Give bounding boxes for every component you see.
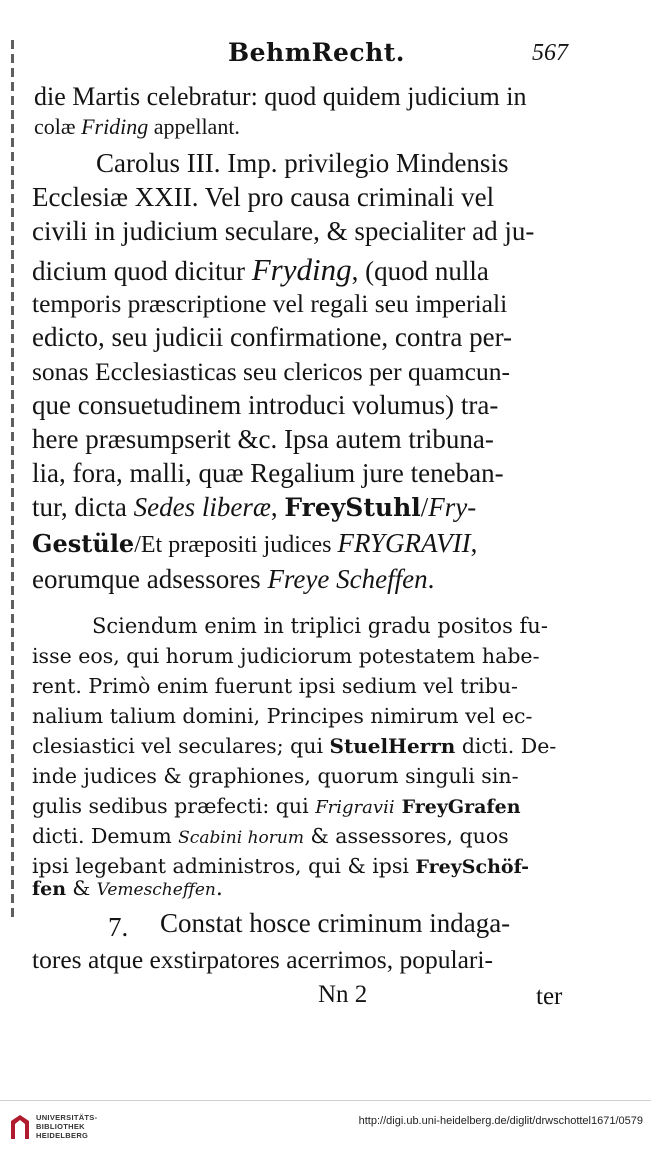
running-head [0, 38, 651, 78]
text-line: dicium quod dicitur Fryding, (quod nulla [32, 252, 489, 287]
signature-mark: Nn 2 [318, 981, 368, 1008]
text-line: clesiastici vel seculares; qui StuelHerrn dicti. De- [32, 734, 557, 758]
text-line: Gestüle/Et præpositi judices FRYGRAVII, [32, 528, 478, 558]
text-line: que consuetudinem introduci volumus) tra- [32, 390, 499, 420]
library-name: UNIVERSITÄTS- BIBLIOTHEK HEIDELBERG [36, 1113, 98, 1140]
text-line: tur, dicta Sedes liberæ, FreyStuhl/Fry- [32, 492, 477, 522]
text-line: Constat hosce criminum indaga- [160, 908, 511, 938]
text-line: nalium talium domini, Principes nimirum vel ec- [32, 704, 533, 728]
library-logo-icon [9, 1113, 31, 1141]
text-line: Carolus III. Imp. privilegio Mindensis [96, 148, 509, 178]
text-line: temporis præscriptione vel regali seu imperiali [32, 289, 508, 318]
text-line: lia, fora, malli, quæ Regalium jure teneban- [32, 458, 504, 488]
permalink-url[interactable]: http://digi.ub.uni-heidelberg.de/diglit/drwschottel1671/0579 [358, 1115, 643, 1127]
text-line: colæ Friding appellant. [34, 114, 240, 139]
gutter-shadow [11, 40, 14, 920]
text-line: here præsumpserit &c. Ipsa autem tribuna- [32, 424, 494, 454]
viewer-footer [0, 1100, 651, 1151]
running-head-title: BehmRecht. [228, 38, 405, 67]
text-line: civili in judicium seculare, & specialiter ad ju- [32, 216, 535, 246]
text-line: eorumque adsessores Freye Scheffen. [32, 564, 435, 594]
text-line: inde judices & graphiones, quorum singuli sin- [32, 764, 519, 788]
text-line: Ecclesiæ XXII. Vel pro causa criminali vel [32, 182, 495, 212]
text-line: fen & Vemescheffen. [32, 876, 223, 901]
text-line: isse eos, qui horum judiciorum potestatem habe- [32, 644, 540, 668]
text-line: Sciendum enim in triplici gradu positos fu- [92, 614, 548, 638]
page-number: 567 [532, 40, 568, 66]
text-line: tores atque exstirpatores acerrimos, populari- [32, 945, 493, 974]
text-line: ipsi legebant administros, qui & ipsi FreySchöf- [32, 854, 529, 878]
text-line: rent. Primò enim fuerunt ipsi sedium vel tribu- [32, 674, 518, 698]
catchword: ter [536, 983, 563, 1010]
text-line: gulis sedibus præfecti: qui Frigravii FreyGrafen [32, 794, 521, 818]
text-line: sonas Ecclesiasticas seu clericos per quamcun- [32, 357, 510, 386]
text-line: die Martis celebratur: quod quidem judicium in [34, 82, 527, 111]
section-number: 7. [108, 912, 129, 942]
text-line: dicti. Demum Scabini horum & assessores, quos [32, 824, 509, 848]
text-line: edicto, seu judicii confirmatione, contra per- [32, 322, 513, 352]
